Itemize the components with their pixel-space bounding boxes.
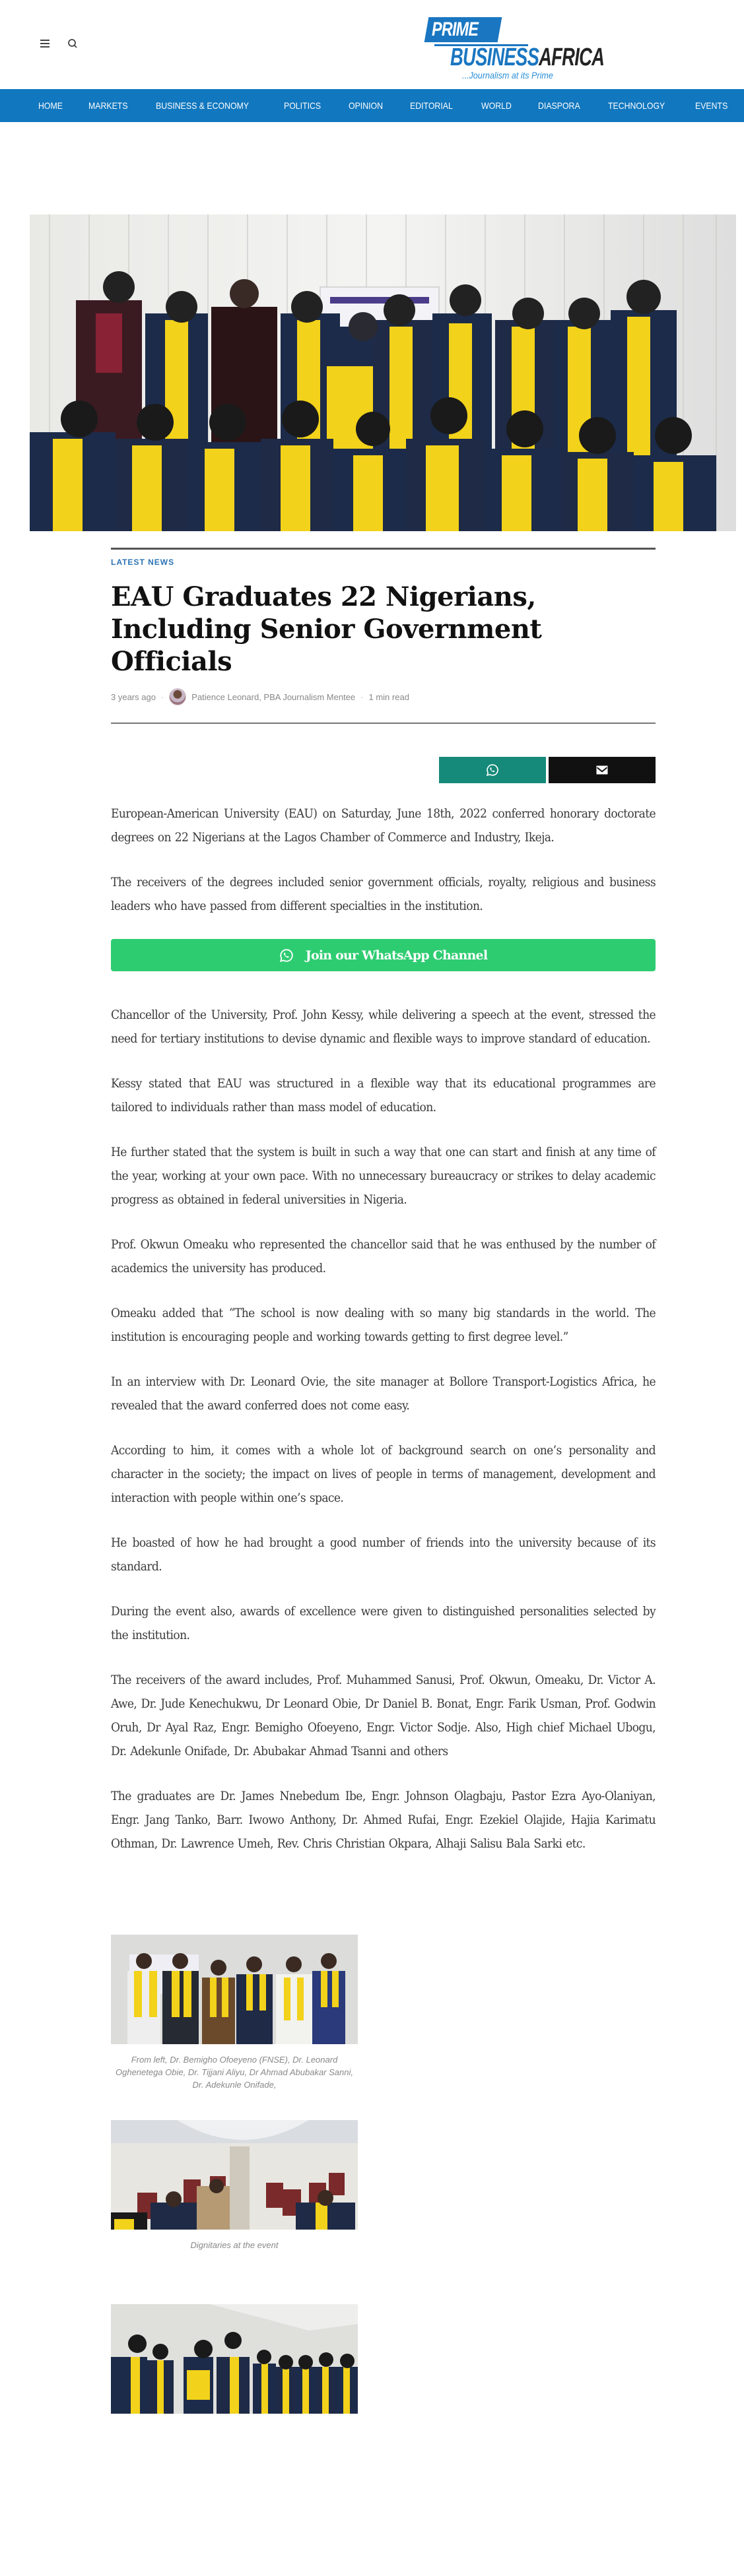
figure-caption: Dignitaries at the event xyxy=(190,2240,279,2251)
figure-honorees xyxy=(111,1935,358,2091)
author-name[interactable]: Patience Leonard, PBA Journalism Mentee xyxy=(191,692,356,702)
read-time: 1 min read xyxy=(368,692,409,702)
nav-item-markets[interactable]: MARKETS xyxy=(88,100,128,111)
paragraph: In an interview with Dr. Leonard Ovie, the site manager at Bollore Transport-Logistics Africa, he revealed that the award conferred does not come easy. xyxy=(111,1374,656,1413)
paragraph: Prof. Okwun Omeaku who represented the chancellor said that he was enthused by the number of academics the university has produced. xyxy=(111,1237,656,1276)
logo-business-word: BUSINESS xyxy=(450,44,539,71)
paragraph: Chancellor of the University, Prof. John Kessy, while delivering a speech at the event, stressed the need for tertiary institutions to devise dynamic and flexible ways to improve standard of education. xyxy=(111,1008,656,1046)
nav-item-technology[interactable]: TECHNOLOGY xyxy=(608,100,665,111)
figure-graduates xyxy=(111,2304,358,2414)
article-meta xyxy=(111,688,656,705)
site-header xyxy=(0,0,744,88)
paragraph: The receivers of the award includes, Prof. Muhammed Sanusi, Prof. Okwun, Omeaku, Dr. Victor A. Awe, Dr. Jude Kenechukwu, Dr Leonard Obie, Dr Daniel B. Bonat, Engr. Farik Usman, Prof. Godwin Oruh, Dr Ayal Raz, Engr. Bemigho Ofoeyeno, Engr. Victor Sodje. Also, High chief Michael Ubogu, Dr. Adekunle Onifade, Dr. Abubakar Ahmad Tsanni and others xyxy=(111,1673,656,1759)
graduation-group-photo xyxy=(30,214,736,531)
publish-time: 3 years ago xyxy=(111,692,156,702)
join-whatsapp-channel-button[interactable] xyxy=(111,939,656,971)
paragraph: The graduates are Dr. James Nnebedum Ibe, Engr. Johnson Olagbaju, Pastor Ezra Ayo-Olaniyan, Engr. Jang Tanko, Barr. Iwowo Anthony, Dr. Ahmed Rufai, Engr. Ezekiel Olajide, Hajia Karimatu Othman, Dr. Lawrence Umeh, Rev. Chris Christian Okpara, Alhaji Salisu Bala Sarki etc. xyxy=(111,1789,656,1852)
bottom-divider xyxy=(111,723,656,724)
meta-separator: · xyxy=(360,692,364,702)
article-title: EAU Graduates 22 Nigerians, Including Senior Government Officials xyxy=(111,581,542,677)
nav-item-diaspora[interactable]: DIASPORA xyxy=(537,100,580,111)
envelope-icon xyxy=(596,765,608,775)
paragraph: According to him, it comes with a whole lot of background search on one’s personality and character in the society; the impact on lives of people in terms of management, development and interaction with people within one’s space. xyxy=(111,1443,656,1506)
site-logo[interactable] xyxy=(420,15,611,80)
nav-item-business-economy[interactable]: BUSINESS & ECONOMY xyxy=(155,100,249,111)
header-icons xyxy=(38,37,79,50)
main-nav xyxy=(0,89,744,122)
search-icon[interactable] xyxy=(66,37,79,50)
dignitaries-photo[interactable] xyxy=(111,2120,358,2230)
article-body xyxy=(111,802,656,1855)
paragraph: He boasted of how he had brought a good number of friends into the university because of its standard. xyxy=(111,1535,656,1574)
paragraph: European-American University (EAU) on Saturday, June 18th, 2022 conferred honorary doctorate degrees on 22 Nigerians at the Lagos Chamber of Commerce and Industry, Ikeja. xyxy=(111,806,656,845)
hero-image xyxy=(30,214,736,531)
author-avatar[interactable] xyxy=(169,688,186,705)
category-label[interactable]: LATEST NEWS xyxy=(111,558,175,567)
paragraph: The receivers of the degrees included senior government officials, royalty, religious and business leaders who have passed from different specialties in the institution. xyxy=(111,875,656,914)
article xyxy=(111,548,656,2414)
paragraph: Kessy stated that EAU was structured in a flexible way that its educational programmes are tailored to individuals rather than mass model of education. xyxy=(111,1076,656,1115)
join-whatsapp-channel-label: Join our WhatsApp Channel xyxy=(305,948,488,963)
logo-africa-word: AFRICA xyxy=(539,44,605,71)
paragraph: He further stated that the system is built in such a way that one can start and finish at any time of the year, working at your own pace. With no unnecessary bureaucracy or strikes to delay academic progress as obtained in federal universities in Nigeria. xyxy=(111,1145,656,1208)
nav-item-home[interactable]: HOME xyxy=(38,100,63,111)
hamburger-menu-icon[interactable] xyxy=(38,37,51,50)
honorees-photo[interactable] xyxy=(111,1935,358,2044)
nav-item-editorial[interactable]: EDITORIAL xyxy=(409,100,453,111)
logo-prime-text: PRIME xyxy=(432,18,479,40)
graduates-photo[interactable] xyxy=(111,2304,358,2414)
nav-item-opinion[interactable]: OPINION xyxy=(348,100,383,111)
nav-item-world[interactable]: WORLD xyxy=(481,100,512,111)
top-divider xyxy=(111,548,656,550)
whatsapp-icon xyxy=(279,948,294,963)
figure-dignitaries xyxy=(111,2120,358,2251)
nav-item-politics[interactable]: POLITICS xyxy=(283,100,321,111)
whatsapp-icon xyxy=(486,763,499,777)
share-whatsapp-button[interactable] xyxy=(439,757,546,783)
paragraph: During the event also, awards of excellence were given to distinguished personalities selected by the institution. xyxy=(111,1604,656,1643)
logo-business-text xyxy=(450,44,604,72)
logo-tagline: ...Journalism at its Prime xyxy=(462,70,553,80)
meta-separator: · xyxy=(160,692,164,702)
share-email-button[interactable] xyxy=(549,757,656,783)
share-buttons xyxy=(111,757,656,783)
nav-item-events[interactable]: EVENTS xyxy=(695,100,728,111)
figure-caption: From left, Dr. Bemigho Ofoeyeno (FNSE), Dr. Leonard Oghenetega Obie, Dr. Tijjani Aliyu, Dr Ahmad Abubakar Sanni, Dr. Adekunle Onifade, xyxy=(116,2055,353,2090)
paragraph: Omeaku added that “The school is now dealing with so many big standards in the world. The institution is encouraging people and working towards getting to first degree level.” xyxy=(111,1306,656,1345)
